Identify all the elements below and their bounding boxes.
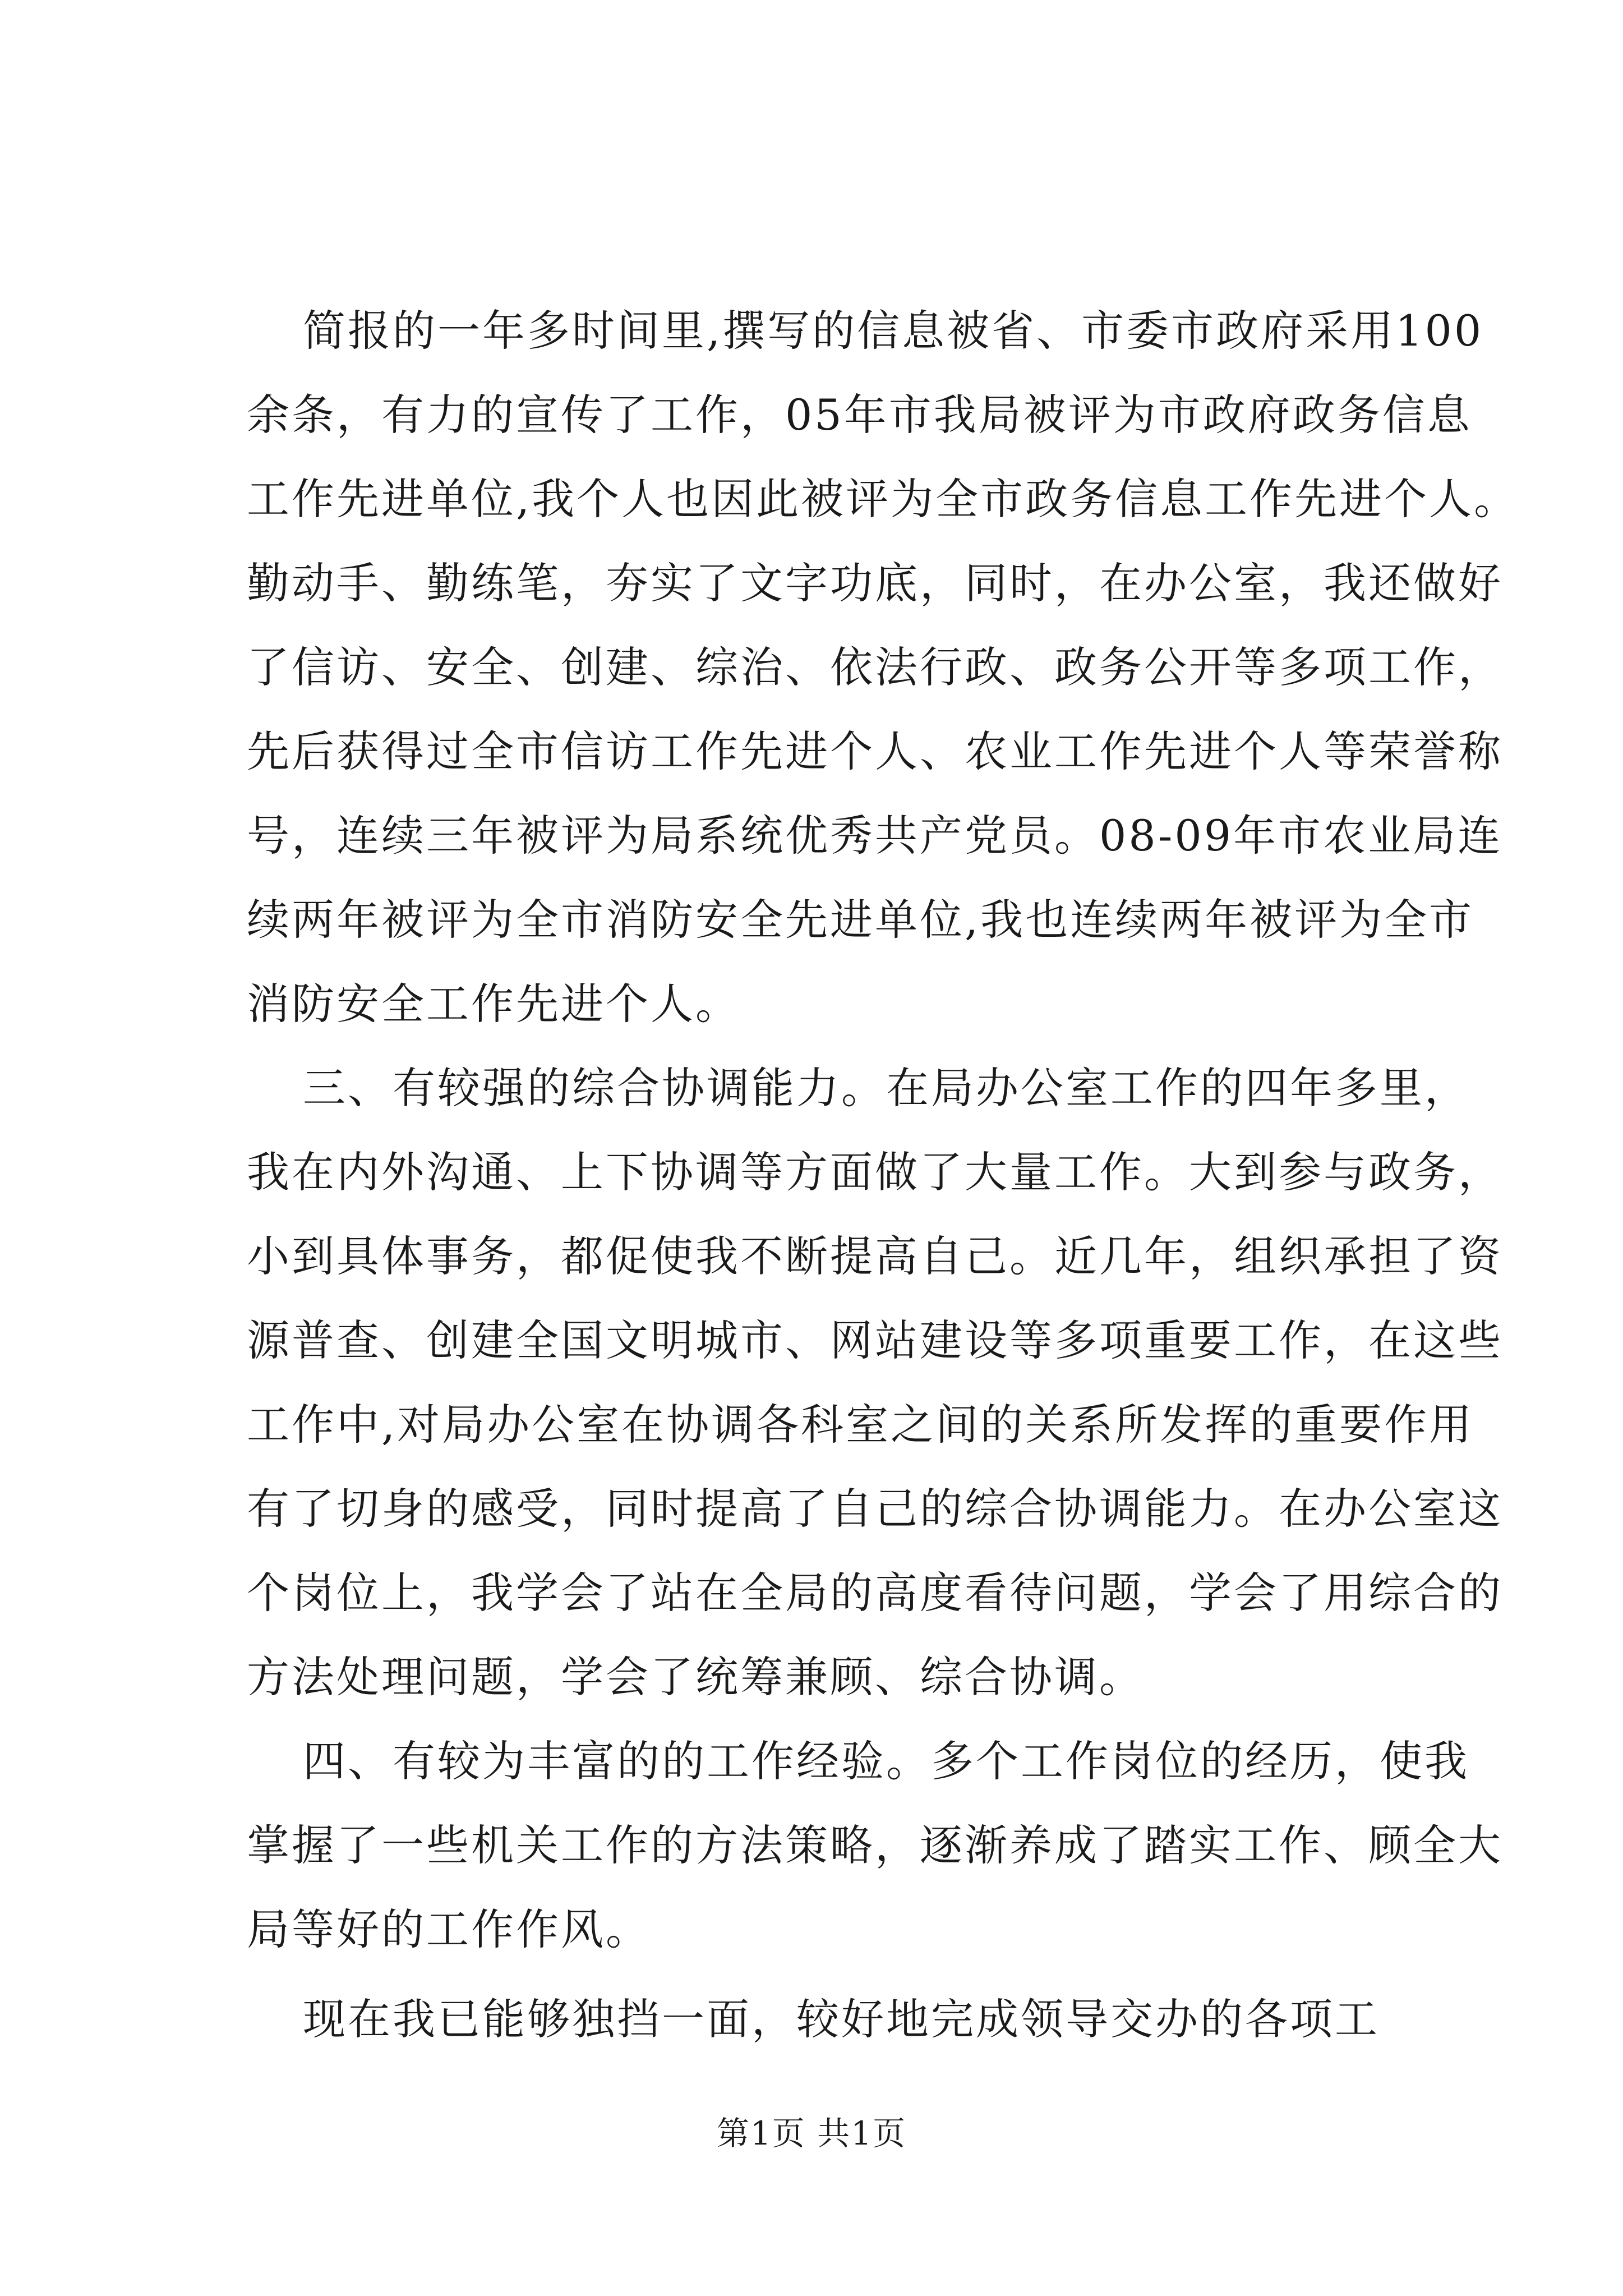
page-footer: 第1页 共1页 (716, 2114, 907, 2152)
paragraph-line: 余条，有力的宣传了工作，05年市我局被评为市政府政务信息 (247, 390, 1472, 440)
paragraph-line: 了信访、安全、创建、综治、依法行政、政务公开等多项工作， (247, 642, 1503, 692)
paragraph-line: 有了切身的感受，同时提高了自己的综合协调能力。在办公室这 (247, 1484, 1503, 1534)
paragraph-line: 勤动手、勤练笔，夯实了文字功底，同时，在办公室，我还做好 (247, 558, 1503, 608)
paragraph-line: 源普查、创建全国文明城市、网站建设等多项重要工作，在这些 (247, 1315, 1503, 1365)
paragraph-line: 号，连续三年被评为局系统优秀共产党员。08-09年市农业局连 (247, 811, 1503, 861)
paragraph-line: 三、有较强的综合协调能力。在局办公室工作的四年多里， (303, 1063, 1469, 1113)
paragraph-line: 工作先进单位,我个人也因此被评为全市政务信息工作先进个人。 (247, 474, 1519, 524)
paragraph-line: 续两年被评为全市消防安全先进单位,我也连续两年被评为全市 (247, 895, 1474, 945)
paragraph-line: 四、有较为丰富的的工作经验。多个工作岗位的经历，使我 (303, 1736, 1469, 1786)
paragraph-line: 方法处理问题，学会了统筹兼顾、综合协调。 (247, 1652, 1144, 1702)
paragraph-line: 消防安全工作先进个人。 (247, 979, 740, 1029)
paragraph-line: 现在我已能够独挡一面，较好地完成领导交办的各项工 (303, 1994, 1380, 2044)
paragraph-line: 局等好的工作作风。 (247, 1904, 651, 1954)
paragraph-line: 我在内外沟通、上下协调等方面做了大量工作。大到参与政务， (247, 1147, 1503, 1197)
paragraph-line: 先后获得过全市信访工作先进个人、农业工作先进个人等荣誉称 (247, 726, 1503, 776)
paragraph-line: 小到具体事务，都促使我不断提高自己。近几年，组织承担了资 (247, 1231, 1503, 1281)
paragraph-line: 工作中,对局办公室在协调各科室之间的关系所发挥的重要作用 (247, 1400, 1474, 1450)
paragraph-line: 简报的一年多时间里,撰写的信息被省、市委市政府采用100 (303, 306, 1484, 356)
paragraph-line: 掌握了一些机关工作的方法策略，逐渐养成了踏实工作、顾全大 (247, 1820, 1503, 1870)
paragraph-line: 个岗位上，我学会了站在全局的高度看待问题，学会了用综合的 (247, 1568, 1503, 1618)
